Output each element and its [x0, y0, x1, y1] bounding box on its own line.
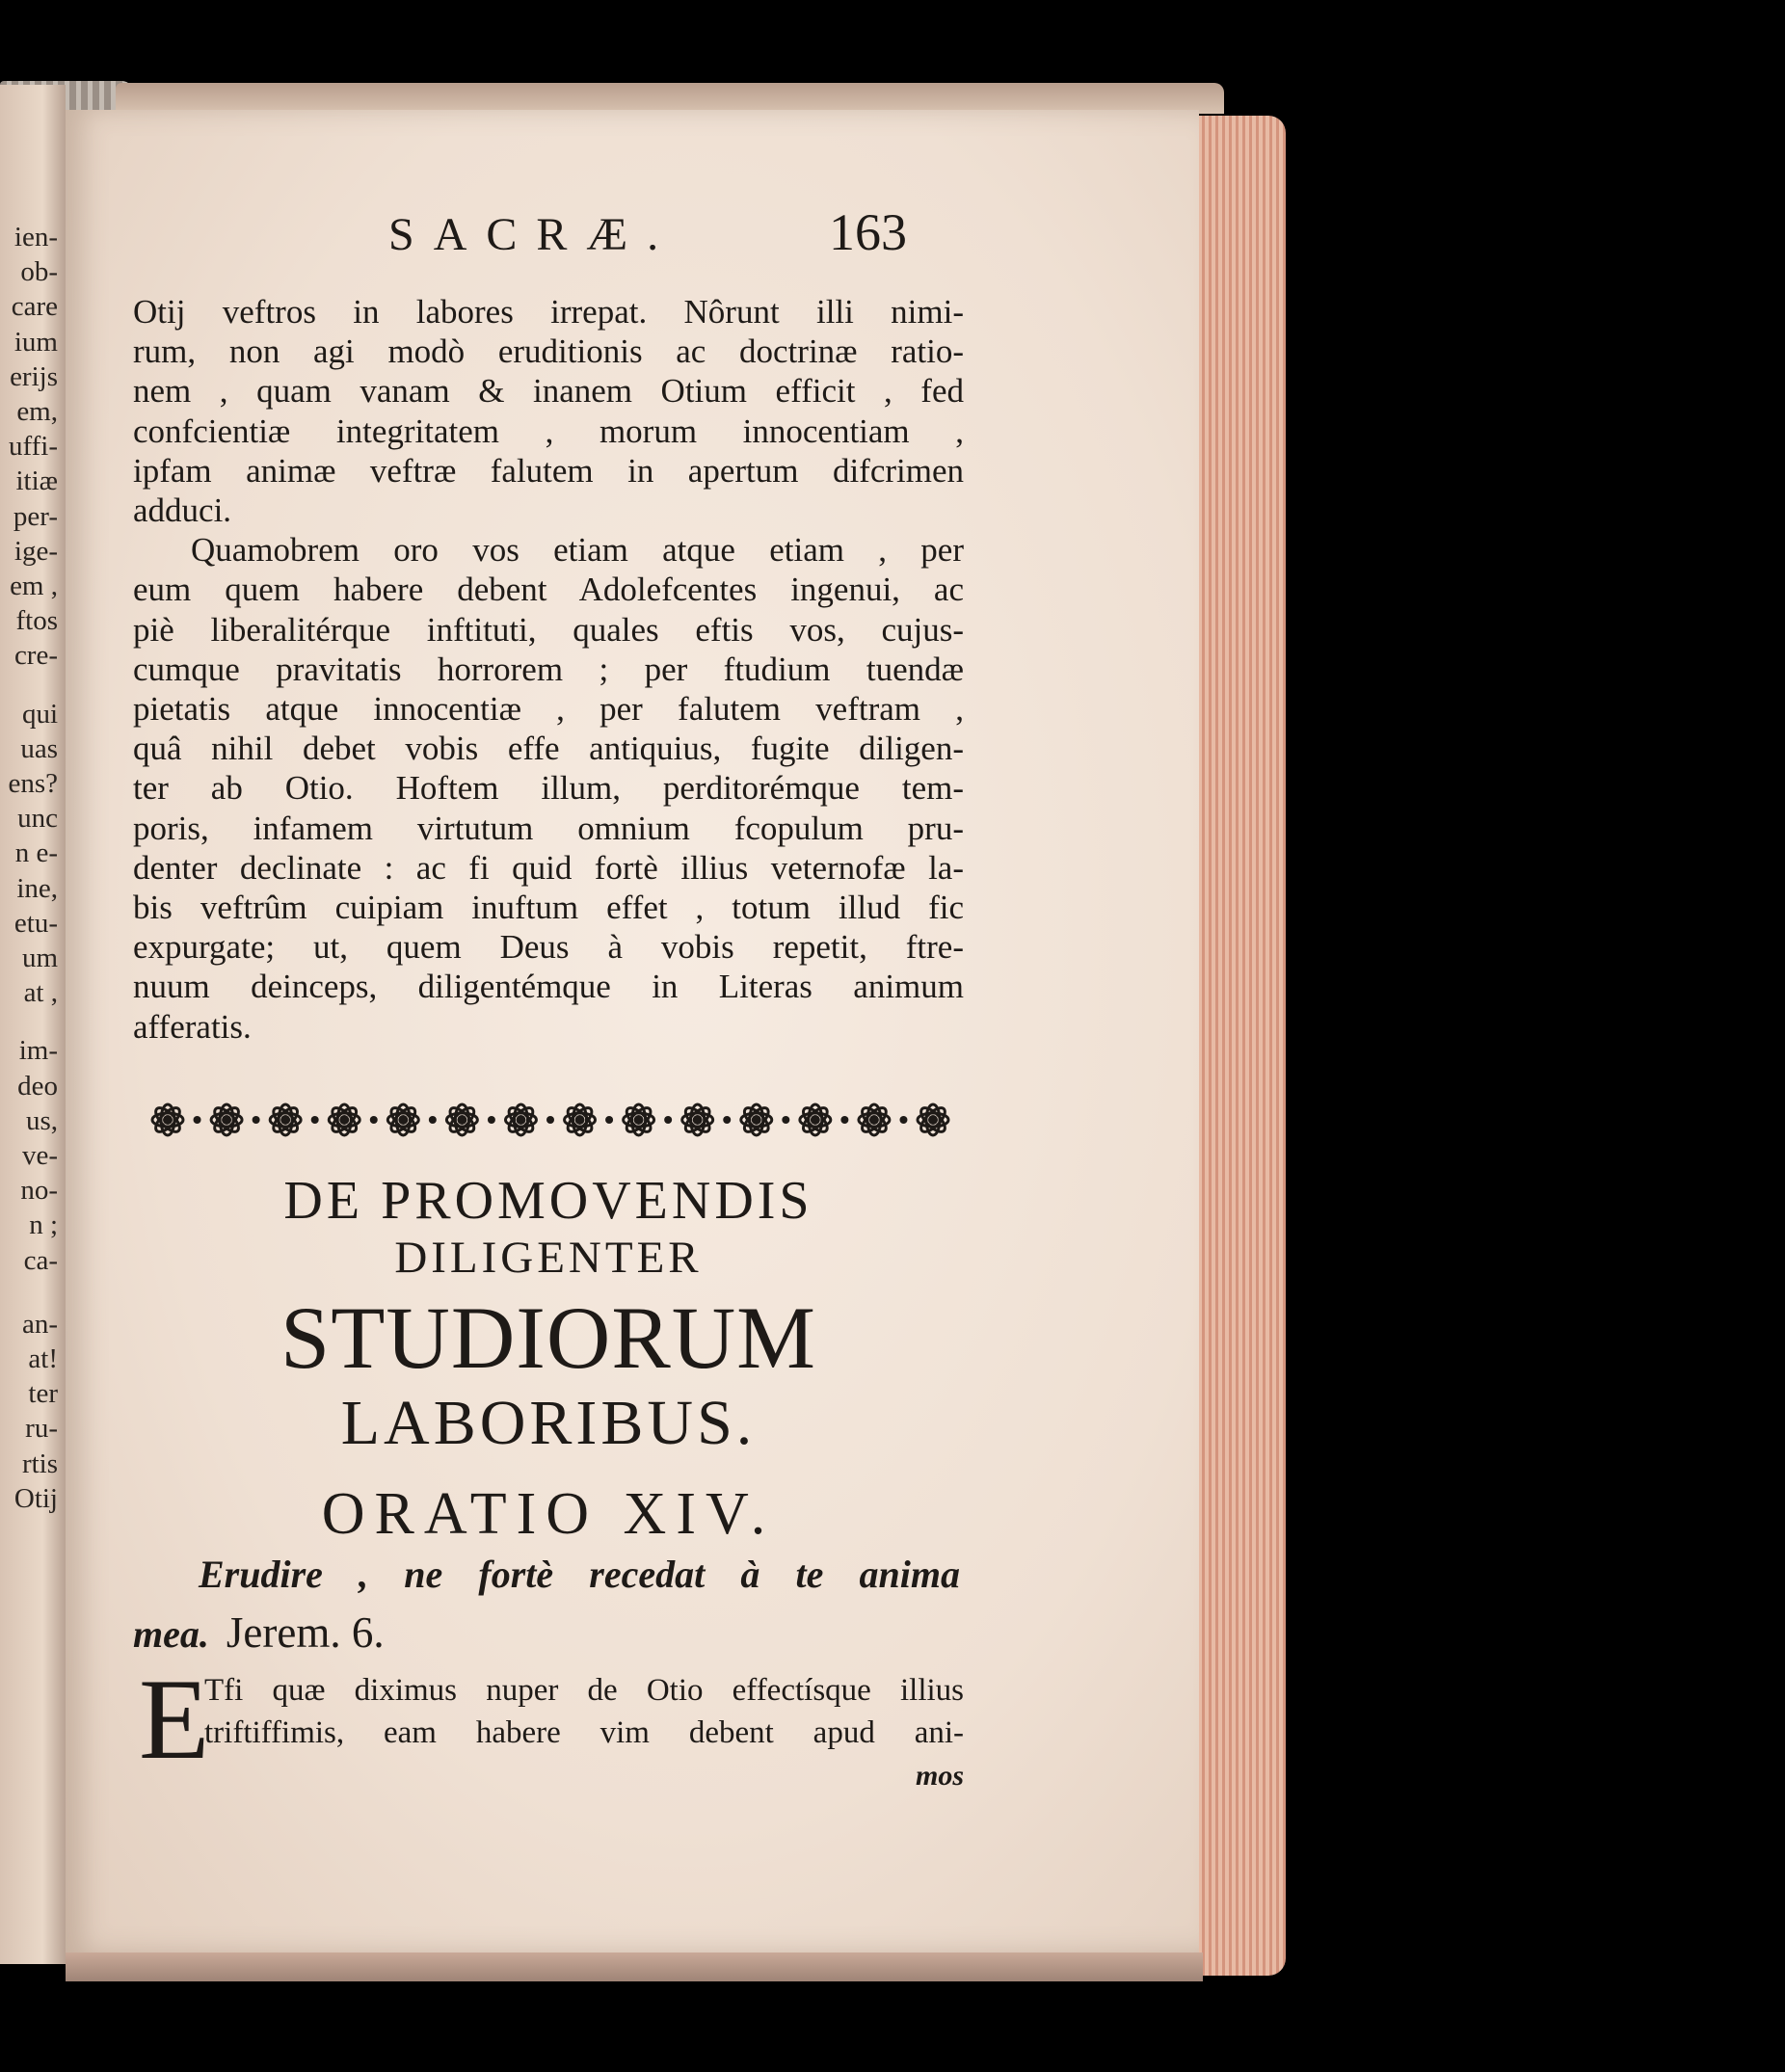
body-line: denter declinate : ac fi quid fortè illius veternofæ la-	[133, 848, 964, 887]
left-page-fragment: Otij	[13, 1482, 58, 1514]
motto-end: mea.	[133, 1612, 209, 1656]
body-line: nuum deinceps, diligentémque in Literas animum	[133, 968, 964, 1006]
left-page-fragment: em ,	[10, 571, 58, 601]
fleuron-icon	[270, 1104, 319, 1136]
left-page-fragment: itiæ	[15, 465, 58, 497]
left-page-fragment: ftos	[15, 605, 58, 637]
oration-heading: ORATIO XIV.	[321, 1481, 776, 1547]
body-line: confcientiæ integritatem , morum innocentiam ,	[133, 412, 964, 450]
left-page-fragment: erijs	[10, 360, 58, 392]
motto-line-2	[133, 1607, 385, 1658]
body-line: rum, non agi modò eruditionis ac doctrinæ ratio-	[133, 332, 964, 371]
fleuron-icon	[211, 1104, 260, 1136]
title-line-4: LABORIBUS.	[340, 1388, 757, 1458]
left-page	[0, 85, 66, 1964]
left-page-fragment: ca-	[23, 1244, 58, 1276]
ornament-divider	[141, 1091, 960, 1149]
fleuron-icon	[564, 1104, 613, 1136]
fleuron-icon	[329, 1104, 378, 1136]
left-page-fragment: at!	[28, 1343, 58, 1374]
left-page-fragment: uffi-	[8, 431, 58, 463]
opening-line-2: triftiffimis, eam habere vim debent apud ani-	[204, 1715, 964, 1750]
left-page-fragment: em,	[16, 396, 58, 427]
fleuron-icon	[152, 1104, 201, 1136]
left-page-fragment: cre-	[13, 640, 58, 672]
left-page-fragment: ige-	[13, 535, 58, 567]
bottom-edge	[66, 1952, 1203, 1981]
left-page-fragment: n e-	[14, 837, 58, 869]
page-number: 163	[829, 203, 907, 261]
left-page-fragment: ium	[13, 326, 58, 358]
body-line: expurgate; ut, quem Deus à vobis repetit, ftre-	[133, 928, 964, 967]
left-page-fragment: ru-	[25, 1413, 58, 1445]
left-page-fragment: uas	[20, 732, 58, 764]
title-line-1: DE PROMOVENDIS	[283, 1171, 813, 1231]
body-line: pietatis atque innocentiæ , per falutem veftram ,	[133, 690, 964, 728]
motto-reference: Jerem. 6.	[226, 1608, 385, 1657]
body-line: piè liberalitérque inftituti, quales eftis vos, cujus-	[133, 610, 964, 649]
left-page-fragment: an-	[21, 1308, 58, 1340]
left-page-fragment: ien-	[13, 222, 58, 252]
left-page-fragment: deo	[17, 1070, 58, 1102]
catchword: mos	[915, 1760, 964, 1792]
body-line: quâ nihil debet vobis effe antiquius, fugite diligen-	[133, 730, 964, 768]
left-page-fragment: at ,	[23, 977, 58, 1009]
body-line: Otij veftros in labores irrepat. Nôrunt illi nimi-	[133, 293, 964, 331]
fleuron-icon	[505, 1104, 554, 1136]
body-line: eum quem habere debent Adolefcentes ingenui, ac	[133, 571, 964, 609]
title-line-2: DILIGENTER	[394, 1233, 703, 1283]
left-page-fragment: rtis	[21, 1448, 58, 1479]
left-page-fragment: per-	[13, 500, 58, 532]
left-page-fragment: um	[21, 943, 58, 973]
body-line: afferatis.	[133, 1007, 252, 1046]
left-page-fragment: ve-	[21, 1140, 58, 1171]
fleuron-icon	[918, 1104, 949, 1136]
left-page-fragment: n ;	[29, 1209, 58, 1241]
left-page-fragment: us,	[25, 1104, 58, 1136]
motto-line-1: Erudire , ne fortè recedat à te anima	[199, 1553, 960, 1596]
body-line: adduci.	[133, 491, 232, 529]
fleuron-icon	[859, 1104, 908, 1136]
running-head: SACRÆ.	[388, 209, 679, 260]
fleuron-icon	[800, 1104, 849, 1136]
left-page-fragment: ens?	[8, 768, 58, 799]
fleuron-icon	[681, 1104, 731, 1136]
fleuron-icon	[741, 1104, 790, 1136]
body-line: poris, infamem virtutum omnium fcopulum pru-	[133, 809, 964, 847]
left-page-fragment: ob-	[20, 256, 58, 288]
left-page-fragment: ter	[28, 1378, 58, 1410]
body-line: bis veftrûm cuipiam inuftum effet , totum illud fic	[133, 889, 964, 926]
body-line: nem , quam vanam & inanem Otium efficit , fed	[133, 372, 964, 411]
left-page-fragment: im-	[18, 1035, 58, 1067]
left-page-fragment: no-	[20, 1175, 58, 1207]
body-line: ter ab Otio. Hoftem illum, perditorémque tem-	[133, 769, 964, 808]
drop-cap: E	[139, 1655, 210, 1783]
fleuron-icon	[387, 1104, 437, 1136]
left-page-fragment: qui	[21, 698, 58, 730]
opening-line-1: Tfi quæ diximus nuper de Otio effectísque illius	[204, 1673, 964, 1708]
fleuron-icon	[446, 1104, 495, 1136]
left-page-fragment: etu-	[13, 907, 58, 939]
left-page-fragment: unc	[17, 803, 58, 835]
left-page-fragment: care	[11, 291, 58, 323]
body-line: Quamobrem oro vos etiam atque etiam , per	[191, 531, 964, 570]
body-line: ipfam animæ veftræ falutem in apertum difcrimen	[133, 451, 964, 490]
left-page-fragment: ine,	[16, 872, 58, 904]
fleuron-icon	[623, 1104, 672, 1136]
title-line-3: STUDIORUM	[280, 1288, 816, 1387]
body-line: cumque pravitatis horrorem ; per ftudium tuendæ	[133, 650, 964, 688]
